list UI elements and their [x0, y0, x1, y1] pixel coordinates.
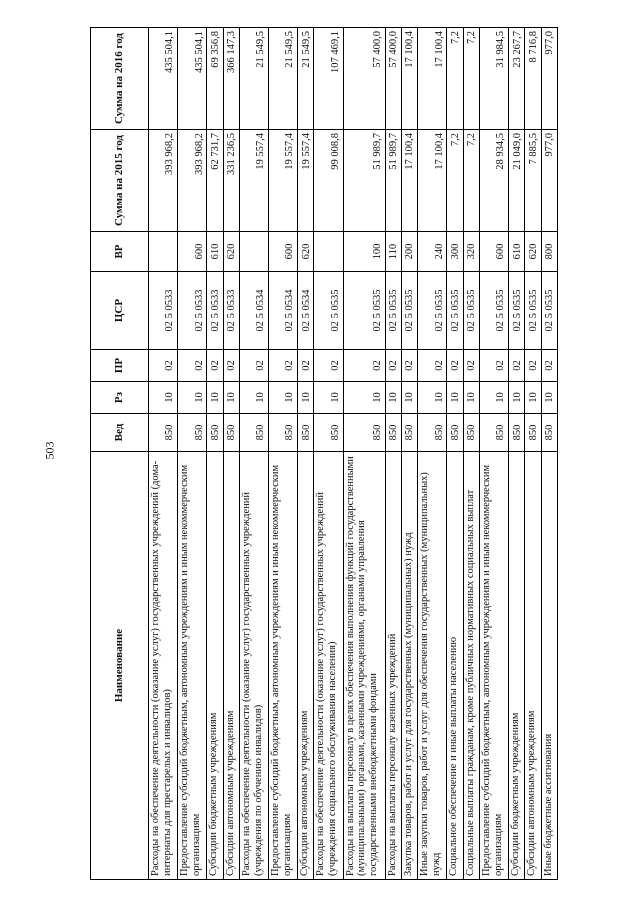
table-row: [298, 28, 314, 880]
cell-sum-2016: 69 356,8: [207, 28, 223, 130]
cell-ved: 850: [343, 414, 385, 452]
table-row: [525, 28, 541, 880]
cell-name: Расходы на выплаты персоналу в целях обеспечения выполнения функций государственными (муниципальными) органами, казенными учреждениями, органами управления государственными внебюджетными фондами: [343, 452, 385, 880]
cell-csr: 02 5 0535: [509, 272, 525, 350]
cell-name: Социальное обеспечение и иные выплаты населению: [447, 452, 463, 880]
cell-ved: 850: [402, 414, 418, 452]
cell-vr: 300: [447, 232, 463, 272]
cell-vr: 610: [509, 232, 525, 272]
cell-sum-2016: 57 400,0: [343, 28, 385, 130]
cell-rz: 10: [149, 382, 178, 414]
cell-rz: 10: [207, 382, 223, 414]
cell-sum-2015: 17 100,4: [418, 130, 447, 232]
cell-ved: 850: [239, 414, 268, 452]
cell-rz: 10: [447, 382, 463, 414]
cell-rz: 10: [402, 382, 418, 414]
cell-vr: 110: [385, 232, 401, 272]
cell-ved: 850: [509, 414, 525, 452]
cell-sum-2016: 107 469,1: [314, 28, 343, 130]
cell-ved: 850: [541, 414, 557, 452]
cell-sum-2015: 62 731,7: [207, 130, 223, 232]
cell-pr: 02: [269, 350, 298, 382]
cell-pr: 02: [479, 350, 508, 382]
cell-sum-2016: 21 549,5: [269, 28, 298, 130]
cell-csr: 02 5 0535: [385, 272, 401, 350]
table-row: [402, 28, 418, 880]
cell-name: Иные бюджетные ассигнования: [541, 452, 557, 880]
cell-ved: 850: [314, 414, 343, 452]
cell-sum-2015: 99 008,8: [314, 130, 343, 232]
table-header-row: [91, 28, 149, 880]
cell-csr: 02 5 0533: [207, 272, 223, 350]
cell-pr: 02: [343, 350, 385, 382]
cell-rz: 10: [298, 382, 314, 414]
cell-csr: 02 5 0534: [269, 272, 298, 350]
cell-sum-2016: 435 504,1: [149, 28, 178, 130]
cell-name: Иные закупки товаров, работ и услуг для обеспечения государственных (муниципальных) нужд: [418, 452, 447, 880]
header-sum-2016: Сумма на 2016 год: [91, 28, 149, 130]
cell-csr: 02 5 0535: [447, 272, 463, 350]
cell-sum-2015: 7 885,5: [525, 130, 541, 232]
cell-ved: 850: [418, 414, 447, 452]
cell-pr: 02: [239, 350, 268, 382]
cell-sum-2015: 7,2: [463, 130, 479, 232]
cell-sum-2015: 28 934,5: [479, 130, 508, 232]
cell-sum-2016: 17 100,4: [418, 28, 447, 130]
cell-csr: 02 5 0535: [541, 272, 557, 350]
header-name: Наименование: [91, 452, 149, 880]
cell-ved: 850: [298, 414, 314, 452]
cell-rz: 10: [223, 382, 239, 414]
cell-sum-2016: 366 147,3: [223, 28, 239, 130]
cell-pr: 02: [314, 350, 343, 382]
table-row: [509, 28, 525, 880]
cell-sum-2015: 977,0: [541, 130, 557, 232]
table-row: [178, 28, 207, 880]
cell-vr: 100: [343, 232, 385, 272]
cell-pr: 02: [463, 350, 479, 382]
cell-sum-2015: 51 989,7: [385, 130, 401, 232]
cell-sum-2015: 19 557,4: [239, 130, 268, 232]
header-ved: Вед: [91, 414, 149, 452]
cell-csr: 02 5 0535: [343, 272, 385, 350]
cell-pr: 02: [207, 350, 223, 382]
cell-rz: 10: [509, 382, 525, 414]
cell-name: Субсидии автономным учреждениям: [525, 452, 541, 880]
cell-ved: 850: [463, 414, 479, 452]
cell-pr: 02: [223, 350, 239, 382]
cell-sum-2016: 977,0: [541, 28, 557, 130]
cell-pr: 02: [402, 350, 418, 382]
cell-pr: 02: [447, 350, 463, 382]
cell-name: Субсидии бюджетным учреждениям: [207, 452, 223, 880]
cell-name: Социальные выплаты гражданам, кроме публичных нормативных социальных выплат: [463, 452, 479, 880]
cell-vr: [239, 232, 268, 272]
cell-csr: 02 5 0533: [149, 272, 178, 350]
cell-sum-2016: 21 549,5: [239, 28, 268, 130]
table-row: [239, 28, 268, 880]
cell-sum-2015: 393 968,2: [178, 130, 207, 232]
cell-pr: 02: [149, 350, 178, 382]
cell-ved: 850: [207, 414, 223, 452]
cell-csr: 02 5 0534: [239, 272, 268, 350]
cell-sum-2016: 17 100,4: [402, 28, 418, 130]
cell-sum-2016: 7,2: [463, 28, 479, 130]
cell-vr: 800: [541, 232, 557, 272]
cell-csr: 02 5 0535: [525, 272, 541, 350]
cell-rz: 10: [314, 382, 343, 414]
table-body: [149, 28, 558, 880]
header-csr: ЦСР: [91, 272, 149, 350]
cell-csr: 02 5 0535: [418, 272, 447, 350]
header-rz: Рз: [91, 382, 149, 414]
cell-csr: 02 5 0535: [479, 272, 508, 350]
cell-rz: 10: [525, 382, 541, 414]
cell-name: Предоставление субсидий бюджетным, автономным учреждениям и иным некоммерческим организациям: [479, 452, 508, 880]
cell-name: Расходы на обеспечение деятельности (оказание услуг) государственных учреждений (учреждения социального обслуживания населения): [314, 452, 343, 880]
cell-sum-2015: 331 236,5: [223, 130, 239, 232]
cell-sum-2016: 21 549,5: [298, 28, 314, 130]
cell-pr: 02: [509, 350, 525, 382]
cell-vr: [314, 232, 343, 272]
table-row: [269, 28, 298, 880]
cell-vr: 620: [525, 232, 541, 272]
cell-ved: 850: [479, 414, 508, 452]
cell-name: Расходы на выплаты персоналу казенных учреждений: [385, 452, 401, 880]
table-row: [207, 28, 223, 880]
cell-sum-2015: 19 557,4: [269, 130, 298, 232]
rotated-table-wrapper: [90, 28, 558, 880]
cell-sum-2016: 57 400,0: [385, 28, 401, 130]
cell-vr: [149, 232, 178, 272]
cell-csr: 02 5 0534: [298, 272, 314, 350]
page-number: [38, 420, 62, 480]
header-vr: ВР: [91, 232, 149, 272]
cell-sum-2016: 435 504,1: [178, 28, 207, 130]
cell-ved: 850: [525, 414, 541, 452]
cell-pr: 02: [525, 350, 541, 382]
cell-vr: 610: [207, 232, 223, 272]
table-row: [385, 28, 401, 880]
cell-name: Закупка товаров, работ и услуг для государственных (муниципальных) нужд: [402, 452, 418, 880]
cell-pr: 02: [385, 350, 401, 382]
cell-ved: 850: [447, 414, 463, 452]
cell-ved: 850: [149, 414, 178, 452]
cell-name: Субсидии автономным учреждениям: [298, 452, 314, 880]
cell-name: Субсидии бюджетным учреждениям: [509, 452, 525, 880]
cell-name: Предоставление субсидий бюджетным, автономным учреждениям и иным некоммерческим организациям: [269, 452, 298, 880]
cell-sum-2015: 17 100,4: [402, 130, 418, 232]
cell-name: Предоставление субсидий бюджетным, автономным учреждениям и иным некоммерческим организациям: [178, 452, 207, 880]
cell-ved: 850: [178, 414, 207, 452]
budget-table: [90, 27, 558, 880]
table-row: [418, 28, 447, 880]
cell-name: Расходы на обеспечение деятельности (оказание услуг) государственных учреждений (учреждения по обучению инвалидов): [239, 452, 268, 880]
cell-rz: 10: [239, 382, 268, 414]
cell-rz: 10: [463, 382, 479, 414]
cell-pr: 02: [298, 350, 314, 382]
cell-csr: 02 5 0535: [463, 272, 479, 350]
cell-ved: 850: [385, 414, 401, 452]
cell-vr: 620: [298, 232, 314, 272]
table-row: [314, 28, 343, 880]
cell-vr: 200: [402, 232, 418, 272]
table-row: [541, 28, 557, 880]
cell-csr: 02 5 0533: [223, 272, 239, 350]
header-sum-2015: Сумма на 2015 год: [91, 130, 149, 232]
cell-ved: 850: [269, 414, 298, 452]
cell-sum-2015: 7,2: [447, 130, 463, 232]
cell-csr: 02 5 0533: [178, 272, 207, 350]
cell-sum-2015: 393 968,2: [149, 130, 178, 232]
cell-rz: 10: [541, 382, 557, 414]
cell-vr: 600: [178, 232, 207, 272]
cell-rz: 10: [418, 382, 447, 414]
cell-csr: 02 5 0535: [314, 272, 343, 350]
table-row: [343, 28, 385, 880]
cell-rz: 10: [385, 382, 401, 414]
cell-sum-2015: 19 557,4: [298, 130, 314, 232]
cell-vr: 600: [269, 232, 298, 272]
table-row: [447, 28, 463, 880]
table-row: [149, 28, 178, 880]
cell-pr: 02: [178, 350, 207, 382]
cell-name: Субсидии автономным учреждениям: [223, 452, 239, 880]
cell-sum-2016: 23 267,7: [509, 28, 525, 130]
table-row: [479, 28, 508, 880]
cell-sum-2016: 31 984,5: [479, 28, 508, 130]
cell-rz: 10: [269, 382, 298, 414]
cell-vr: 240: [418, 232, 447, 272]
cell-pr: 02: [418, 350, 447, 382]
table-row: [223, 28, 239, 880]
cell-sum-2016: 8 716,8: [525, 28, 541, 130]
table-row: [463, 28, 479, 880]
cell-vr: 620: [223, 232, 239, 272]
table-container: [90, 28, 558, 880]
cell-vr: 320: [463, 232, 479, 272]
cell-rz: 10: [178, 382, 207, 414]
header-pr: ПР: [91, 350, 149, 382]
cell-rz: 10: [343, 382, 385, 414]
cell-csr: 02 5 0535: [402, 272, 418, 350]
cell-vr: 600: [479, 232, 508, 272]
cell-rz: 10: [479, 382, 508, 414]
cell-pr: 02: [541, 350, 557, 382]
cell-ved: 850: [223, 414, 239, 452]
page-number-text: 503: [42, 441, 57, 459]
cell-name: Расходы на обеспечение деятельности (оказание услуг) государственных учреждений (дома-интернаты для престарелых и инвалидов): [149, 452, 178, 880]
cell-sum-2015: 51 989,7: [343, 130, 385, 232]
cell-sum-2016: 7,2: [447, 28, 463, 130]
cell-sum-2015: 21 049,0: [509, 130, 525, 232]
